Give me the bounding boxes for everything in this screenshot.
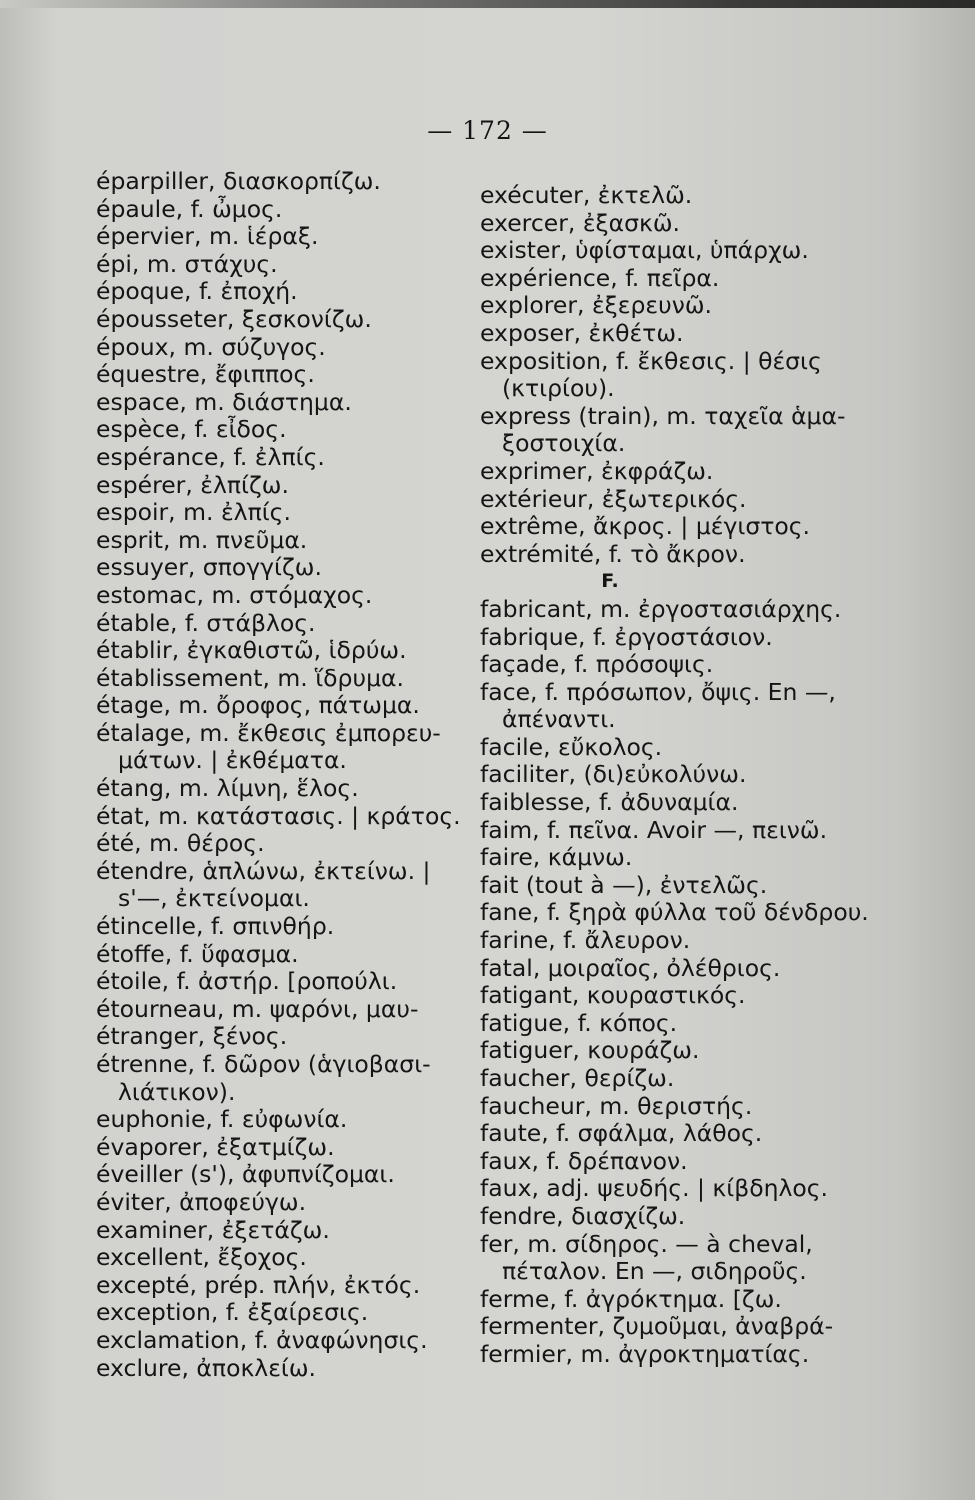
entry: espérance, f. ἐλπίς. <box>96 442 325 471</box>
page-number: — 172 — <box>427 116 548 145</box>
entry: étable, f. στάβλος. <box>96 608 316 637</box>
entry: faire, κάμνω. <box>480 843 633 872</box>
entry: façade, f. πρόσοψις. <box>480 650 714 679</box>
entry: étendre, ἁπλώνω, ἐκτείνω. | <box>96 856 431 885</box>
section-heading: F. <box>601 570 619 593</box>
entry: fatigant, κουραστικός. <box>480 981 746 1010</box>
entry: fer, m. σίδηρος. — à cheval, <box>480 1229 813 1258</box>
entry: étoffe, f. ὕφασμα. <box>96 939 299 968</box>
entry: époque, f. ἐποχή. <box>96 277 298 306</box>
entry: épousseter, ξεσκονίζω. <box>96 304 372 333</box>
entry: espace, m. διάστημα. <box>96 387 352 416</box>
entry: ferme, f. ἀγρόκτημα. [ζω. <box>480 1284 782 1313</box>
entry: express (train), m. ταχεῖα ἁμα- <box>480 401 846 430</box>
entry: épervier, m. ἱέραξ. <box>96 222 319 251</box>
entry: étincelle, f. σπινθήρ. <box>96 912 335 941</box>
entry: fabrique, f. ἐργοστάσιον. <box>480 622 773 651</box>
entry: faucheur, m. θεριστής. <box>480 1091 753 1120</box>
entry: exposition, f. ἔκθεσις. | θέσις <box>480 346 822 375</box>
entry: étoile, f. ἀστήρ. [ροπούλι. <box>96 967 398 996</box>
entry: espérer, ἐλπίζω. <box>96 470 289 499</box>
entry: extérieur, ἐξωτερικός. <box>480 484 747 513</box>
entry-continuation: ξοστοιχία. <box>502 429 626 458</box>
entry: étourneau, m. ψαρόνι, μαυ- <box>96 994 419 1023</box>
entry: faim, f. πεῖνα. Avoir —, πεινῶ. <box>480 815 828 844</box>
entry: fane, f. ξηρὰ φύλλα τοῦ δένδρου. <box>480 898 869 927</box>
entry: extrême, ἄκρος. | μέγιστος. <box>480 512 811 541</box>
entry: étage, m. ὄροφος, πάτωμα. <box>96 691 420 720</box>
entry: équestre, ἔφιππος. <box>96 360 315 389</box>
entry: éparpiller, διασκορπίζω. <box>96 167 381 195</box>
entry: éviter, ἀποφεύγω. <box>96 1187 307 1216</box>
entry: faiblesse, f. ἀδυναμία. <box>480 788 739 817</box>
entry: examiner, ἐξετάζω. <box>96 1215 330 1244</box>
entry-continuation: μάτων. | ἐκθέματα. <box>118 746 347 775</box>
entry-continuation: ἀπέναντι. <box>502 705 616 734</box>
entry: essuyer, σπογγίζω. <box>96 553 322 582</box>
entry: époux, m. σύζυγος. <box>96 332 326 361</box>
entry: farine, f. ἄλευρον. <box>480 926 691 955</box>
entry: fait (tout à —), ἐντελῶς. <box>480 870 768 899</box>
entry: exclure, ἀποκλείω. <box>96 1353 317 1382</box>
entry: extrémité, f. τὸ ἄκρον. <box>480 539 746 568</box>
left-column <box>96 168 471 1382</box>
entry: faux, adj. ψευδής. | κίβδηλος. <box>480 1174 829 1203</box>
entry: exister, ὑφίσταμαι, ὑπάρχω. <box>480 236 809 265</box>
entry: exception, f. ἐξαίρεσις. <box>96 1298 369 1327</box>
entry: étang, m. λίμνη, ἕλος. <box>96 774 359 803</box>
entry-continuation: λιάτικον). <box>118 1077 236 1106</box>
entry: faciliter, (δι)εὐκολύνω. <box>480 760 747 789</box>
entry: exercer, ἐξασκῶ. <box>480 208 681 237</box>
entry: fatigue, f. κόπος. <box>480 1008 678 1037</box>
entry: estomac, m. στόμαχος. <box>96 580 373 609</box>
entry: euphonie, f. εὐφωνία. <box>96 1105 348 1134</box>
right-column <box>480 181 869 1369</box>
entry: fatal, μοιραῖος, ὀλέθριος. <box>480 953 781 982</box>
entry: excepté, prép. πλήν, ἐκτός. <box>96 1270 421 1299</box>
entry: état, m. κατάστασις. | κράτος. <box>96 801 461 830</box>
entry: faute, f. σφάλμα, λάθος. <box>480 1119 763 1148</box>
entry-continuation: s'—, ἐκτείνομαι. <box>118 884 310 913</box>
entry: épi, m. στάχυς. <box>96 249 278 278</box>
entry: fermenter, ζυμοῦμαι, ἀναβρά- <box>480 1312 834 1341</box>
entry: établissement, m. ἵδρυμα. <box>96 663 404 692</box>
entry: facile, εὔκολος. <box>480 732 663 761</box>
entry: excellent, ἔξοχος. <box>96 1243 307 1272</box>
entry: étrenne, f. δῶρον (ἁγιοβασι- <box>96 1050 431 1078</box>
entry: explorer, ἐξερευνῶ. <box>480 291 712 320</box>
entry-continuation: (κτιρίου). <box>502 374 615 403</box>
entry: esprit, m. πνεῦμα. <box>96 525 308 554</box>
entry: exclamation, f. ἀναφώνησις. <box>96 1325 428 1354</box>
entry: établir, ἐγκαθιστῶ, ἱδρύω. <box>96 636 407 665</box>
entry: évaporer, ἐξατμίζω. <box>96 1132 335 1161</box>
entry: fermier, m. ἀγροκτηματίας. <box>480 1339 810 1368</box>
entry: éveiller (s'), ἀφυπνίζομαι. <box>96 1160 395 1189</box>
entry: espoir, m. ἐλπίς. <box>96 498 291 527</box>
entry: été, m. θέρος. <box>96 829 265 858</box>
entry: face, f. πρόσωπον, ὄψις. En —, <box>480 677 836 706</box>
entry: faux, f. δρέπανον. <box>480 1146 688 1175</box>
entry: étranger, ξένος. <box>96 1022 288 1051</box>
entry: épaule, f. ὦμος. <box>96 194 283 223</box>
entry-continuation: πέταλον. En —, σιδηροῦς. <box>502 1257 807 1286</box>
entry: exposer, ἐκθέτω. <box>480 318 684 347</box>
entry: exprimer, ἐκφράζω. <box>480 456 714 485</box>
entry: étalage, m. ἔκθεσις ἐμπορευ- <box>96 718 441 747</box>
entry: fabricant, m. ἐργοστασιάρχης. <box>480 594 842 623</box>
entry: expérience, f. πεῖρα. <box>480 263 720 292</box>
entry: fendre, διασχίζω. <box>480 1201 686 1230</box>
entry: espèce, f. εἶδος. <box>96 415 287 444</box>
entry: exécuter, ἐκτελῶ. <box>480 181 693 209</box>
entry: fatiguer, κουράζω. <box>480 1036 700 1065</box>
entry: faucher, θερίζω. <box>480 1064 675 1092</box>
